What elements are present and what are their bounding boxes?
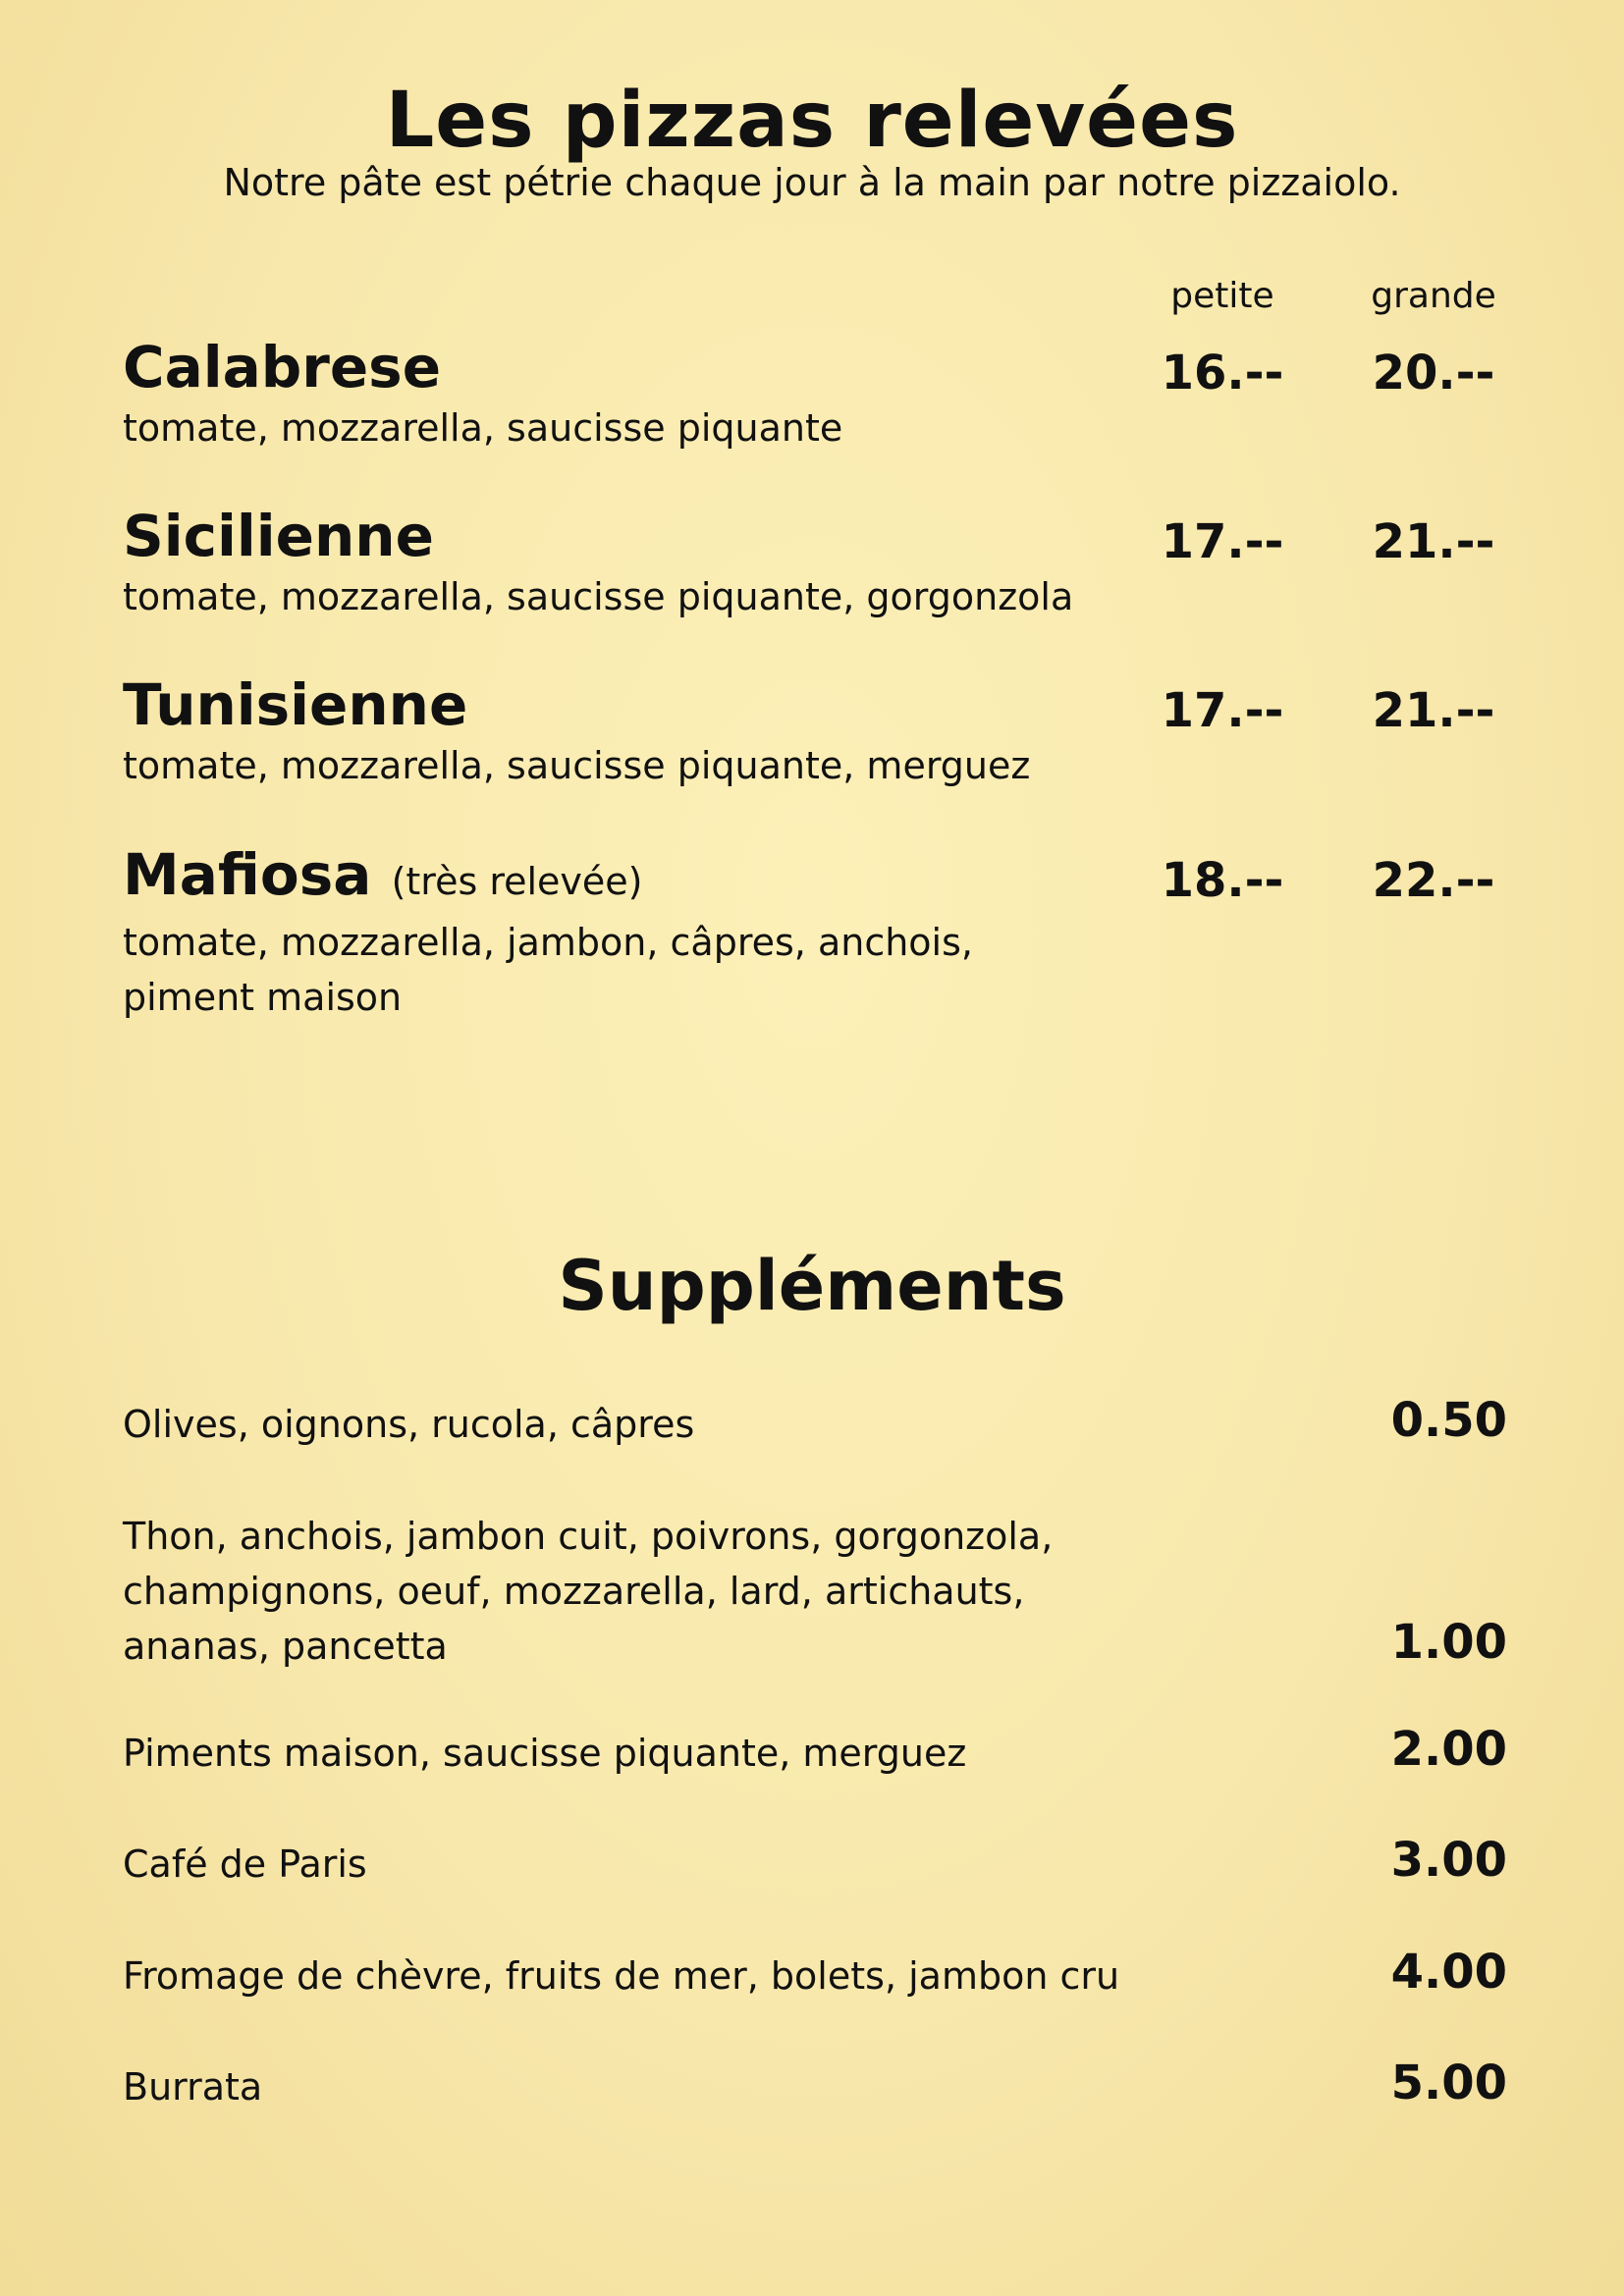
price-grande: 20.--: [1372, 346, 1495, 400]
pizza-item-mafiosa: [123, 841, 1537, 1025]
supplement-description: Olives, oignons, rucola, câpres: [123, 1403, 695, 1446]
pizza-name: Mafiosa: [123, 841, 372, 908]
supplement-item: [123, 1945, 1507, 2003]
pizza-note: (très relevée): [391, 860, 643, 903]
pizza-description: tomate, mozzarella, saucisse piquante: [123, 406, 843, 450]
pizza-description: tomate, mozzarella, jambon, câpres, anchois, piment maison: [123, 921, 973, 1019]
price-grande: 22.--: [1372, 853, 1495, 908]
price-grande: 21.--: [1372, 683, 1495, 738]
size-header-petite: petite: [1170, 276, 1274, 316]
supplement-price: 0.50: [1390, 1393, 1507, 1448]
pizza-description: tomate, mozzarella, saucisse piquante, merguez: [123, 744, 1031, 787]
pizza-item-sicilienne: [123, 503, 1537, 624]
supplement-price: 4.00: [1390, 1945, 1507, 2000]
page-subtitle: Notre pâte est pétrie chaque jour à la main par notre pizzaiolo.: [223, 161, 1401, 204]
pizza-item-calabrese: [123, 334, 1537, 455]
pizza-name: Tunisienne: [123, 671, 468, 738]
supplement-price: 5.00: [1390, 2056, 1507, 2110]
pizza-name: Calabrese: [123, 334, 442, 400]
supplement-price: 2.00: [1390, 1722, 1507, 1777]
supplement-item: [123, 1833, 1507, 1892]
size-header-grande: grande: [1371, 276, 1496, 316]
supplement-price: 3.00: [1390, 1833, 1507, 1888]
supplement-description: Piments maison, saucisse piquante, merguez: [123, 1732, 967, 1775]
price-petite: 18.--: [1161, 853, 1284, 908]
price-petite: 16.--: [1161, 346, 1284, 400]
supplement-item: [123, 1509, 1507, 1674]
price-grande: 21.--: [1372, 514, 1495, 569]
supplements-title: Suppléments: [558, 1246, 1066, 1326]
supplement-description: Café de Paris: [123, 1842, 367, 1886]
price-petite: 17.--: [1161, 514, 1284, 569]
supplement-item: [123, 2056, 1507, 2114]
supplement-description: Fromage de chèvre, fruits de mer, bolets, jambon cru: [123, 1954, 1120, 1998]
supplement-item: [123, 1393, 1507, 1452]
price-petite: 17.--: [1161, 683, 1284, 738]
supplement-item: [123, 1722, 1507, 1781]
supplement-description: Burrata: [123, 2065, 263, 2109]
pizza-item-tunisienne: [123, 671, 1537, 793]
pizza-description: tomate, mozzarella, saucisse piquante, gorgonzola: [123, 575, 1074, 618]
pizza-name: Sicilienne: [123, 503, 434, 569]
page-title: Les pizzas relevées: [385, 77, 1239, 165]
supplement-price: 1.00: [1390, 1615, 1507, 1670]
supplement-description: Thon, anchois, jambon cuit, poivrons, gorgonzola, champignons, oeuf, mozzarella, lard, artichauts, ananas, pancetta: [123, 1515, 1054, 1668]
